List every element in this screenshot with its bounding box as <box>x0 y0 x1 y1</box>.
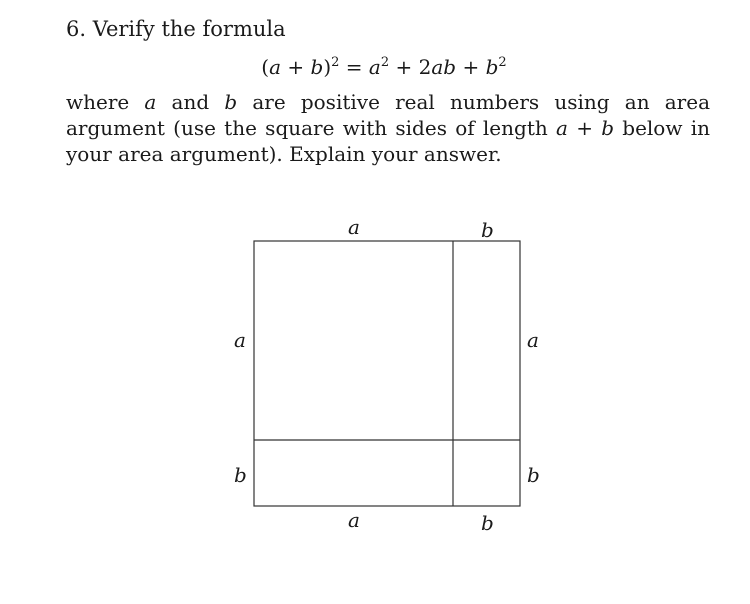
label-right-a: a <box>527 328 539 352</box>
formula-lhs-a: a <box>269 55 282 79</box>
formula-lhs-exp: 2 <box>331 55 340 70</box>
body-text-2: and <box>156 90 225 114</box>
formula-t2-a: a <box>431 55 444 79</box>
label-right-b: b <box>527 463 540 487</box>
formula-lhs-open: ( <box>261 55 270 79</box>
outer-square <box>254 241 520 506</box>
label-bottom-b: b <box>481 511 494 535</box>
body-var-b: b <box>224 90 238 114</box>
problem-heading: 6. Verify the formula <box>66 17 286 41</box>
label-top-b: b <box>481 218 494 242</box>
label-top-a: a <box>348 215 360 239</box>
formula-t2-b: b <box>443 55 457 79</box>
body-text-4: + <box>567 116 602 140</box>
formula-plus2: + <box>456 55 486 79</box>
body-var-a2: a <box>556 116 568 140</box>
label-left-a: a <box>234 328 246 352</box>
body-text-3: are positive real numbers using an area argument (use the square with sides of length <box>66 90 711 140</box>
body-var-b2: b <box>601 116 615 140</box>
formula-lhs-b: b <box>310 55 324 79</box>
formula-t3-var: b <box>485 55 499 79</box>
label-left-b: b <box>234 463 247 487</box>
formula-lhs-plus: + <box>281 55 311 79</box>
formula-lhs-close: ) <box>323 55 332 79</box>
body-var-a: a <box>144 90 157 114</box>
formula-t2-coef: 2 <box>418 55 432 79</box>
body-text-5: below in your area argument). Explain your answer. <box>66 116 710 166</box>
formula-plus1: + <box>389 55 419 79</box>
formula-t1-exp: 2 <box>380 55 390 70</box>
formula-t1-var: a <box>368 55 381 79</box>
label-bottom-a: a <box>348 508 360 532</box>
formula-equals: = <box>339 55 369 79</box>
body-text-1: where <box>66 90 145 114</box>
formula-t3-exp: 2 <box>498 55 507 70</box>
